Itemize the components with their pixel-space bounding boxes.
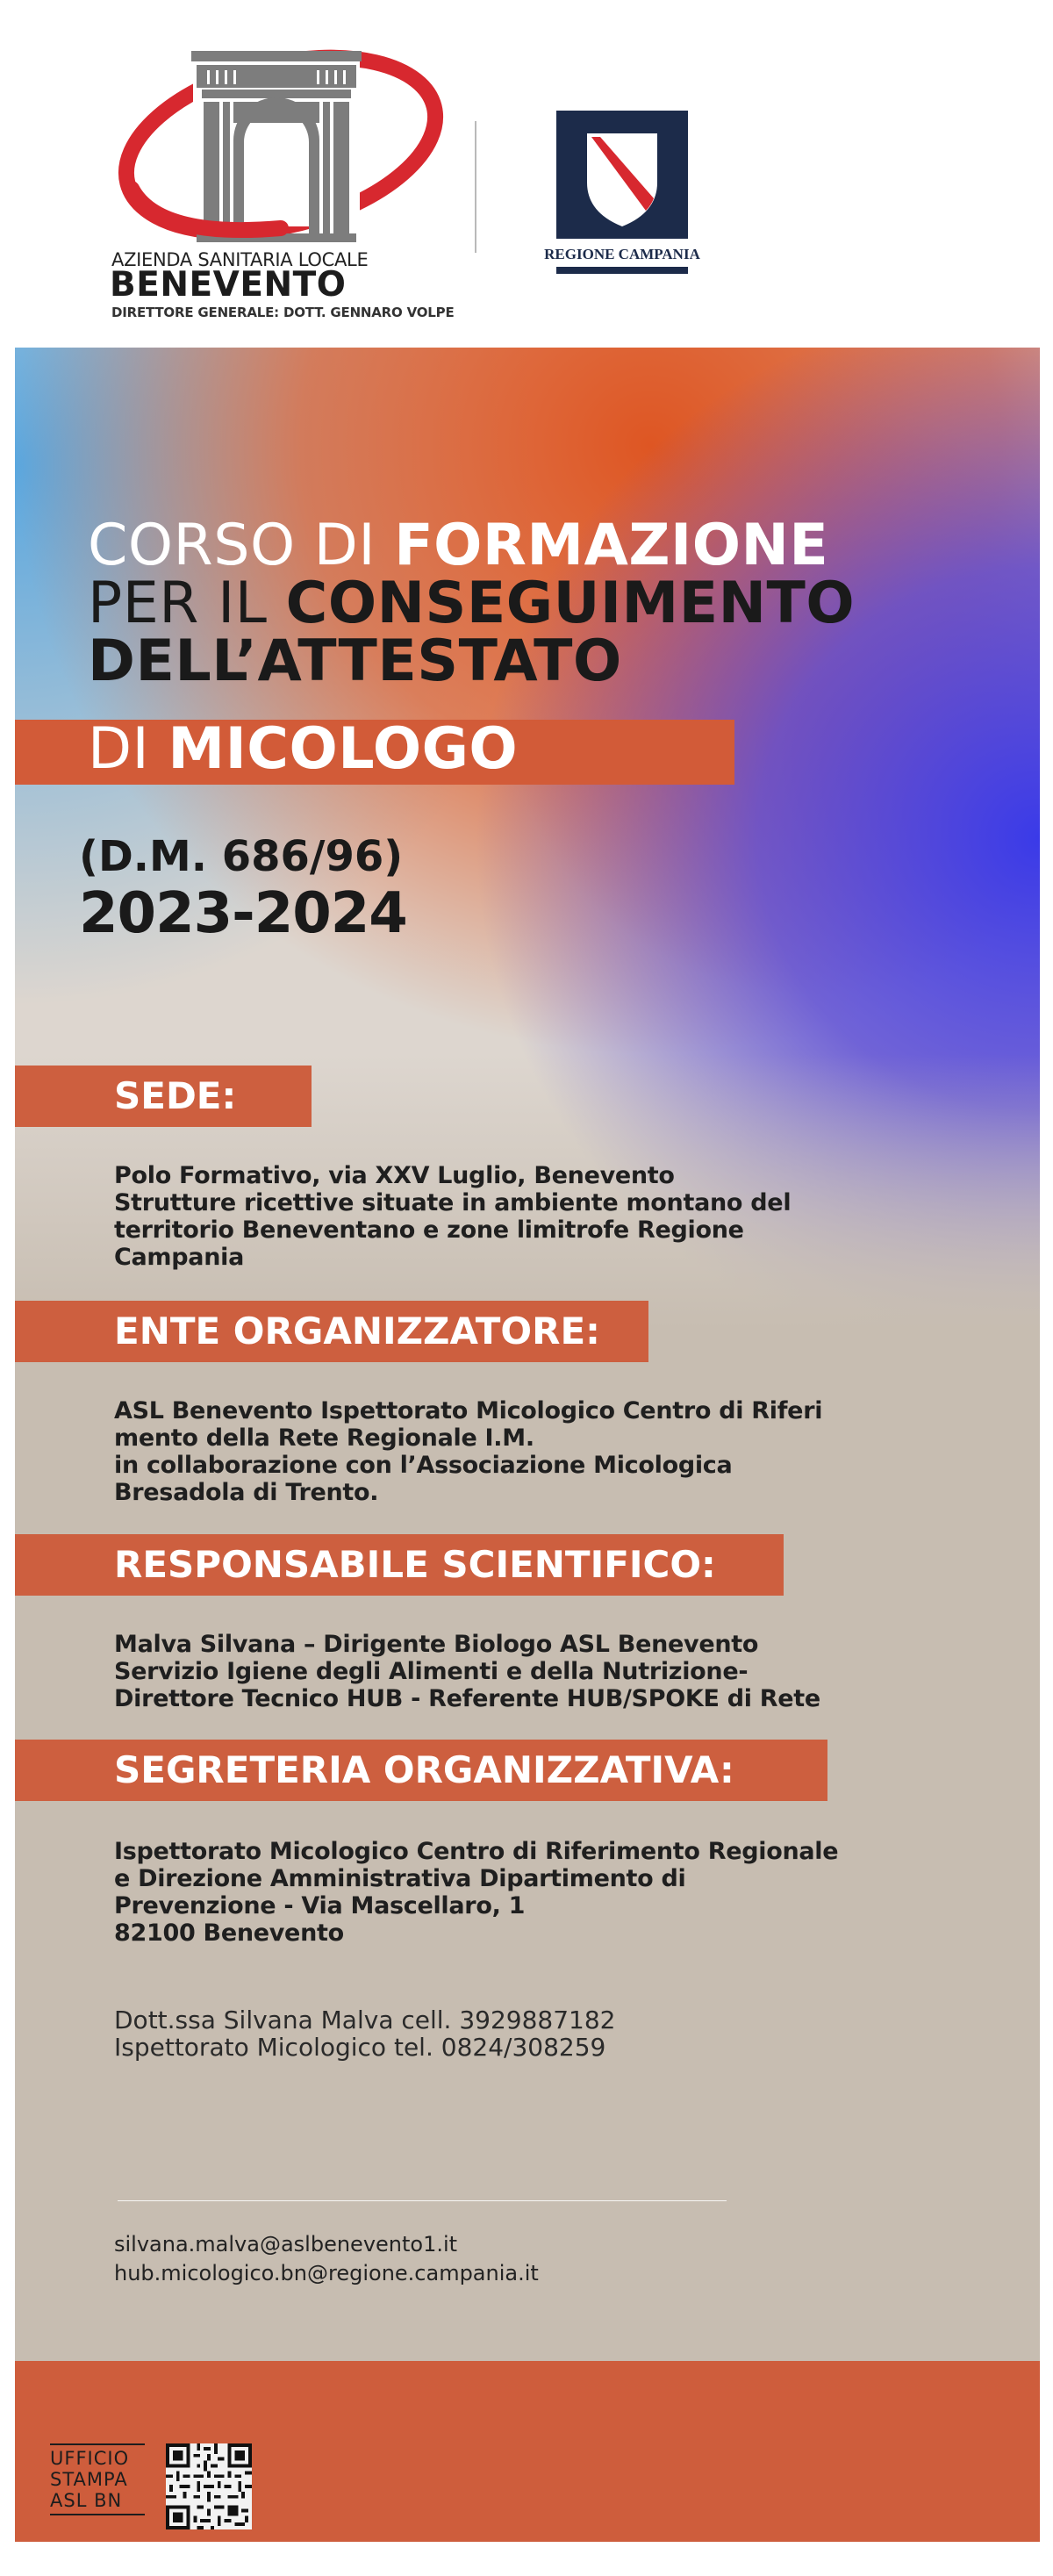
contact-phones: Dott.ssa Silvana Malva cell. 3929887182 Ispettorato Micologico tel. 0824/308259: [114, 2006, 616, 2062]
section-text-responsabile: Malva Silvana – Dirigente Biologo ASL Benevento Servizio Igiene degli Alimenti e della Nutrizione- Direttore Tecnico HUB - Referente HUB/SPOKE di Rete: [114, 1631, 820, 1712]
email-link[interactable]: hub.micologico.bn@regione.campania.it: [114, 2261, 539, 2285]
header-divider: [475, 121, 476, 253]
title-line-3: DELL’ATTESTATO: [88, 628, 622, 694]
section-text-sede: Polo Formativo, via XXV Luglio, Benevento Strutture ricettive situate in ambiente montano del territorio Beneventano e zone limitrofe Regione Campania: [114, 1162, 792, 1271]
section-title-segreteria: SEGRETERIA ORGANIZZATIVA:: [114, 1748, 734, 1791]
section-title-responsabile: RESPONSABILE SCIENTIFICO:: [114, 1543, 716, 1586]
qr-code-icon[interactable]: [166, 2443, 252, 2529]
title-line-2: PER IL CONSEGUIMENTO: [88, 570, 856, 636]
decree-reference: (D.M. 686/96): [79, 832, 404, 881]
section-text-segreteria: Ispettorato Micologico Centro di Riferimento Regionale e Direzione Amministrativa Dipartimento di Prevenzione - Via Mascellaro, 1 82100 Benevento: [114, 1838, 839, 1947]
divider-line: [118, 2200, 727, 2201]
poster: [15, 348, 1040, 2542]
course-years: 2023-2024: [79, 881, 407, 946]
ufficio-stampa-logo: UFFICIO STAMPA ASL BN: [50, 2443, 145, 2515]
asl-name-line: AZIENDA SANITARIA LOCALE: [111, 249, 369, 270]
region-label: REGIONE CAMPANIA: [544, 246, 700, 262]
header: [0, 0, 1053, 348]
title-line-4: DI MICOLOGO: [88, 716, 519, 782]
section-title-ente: ENTE ORGANIZZATORE:: [114, 1310, 600, 1353]
title-line-1: CORSO DI FORMAZIONE: [88, 513, 829, 578]
email-link[interactable]: silvana.malva@aslbenevento1.it: [114, 2232, 458, 2257]
asl-city-name: BENEVENTO: [110, 265, 347, 305]
email-list: [114, 2230, 539, 2288]
asl-benevento-logo-icon: [105, 35, 448, 246]
section-text-ente: ASL Benevento Ispettorato Micologico Centro di Riferi mento della Rete Regionale I.M. in collaborazione con l’Associazione Micologica Bresadola di Trento.: [114, 1397, 823, 1506]
regione-campania-logo-icon: [530, 111, 714, 277]
section-title-sede: SEDE:: [114, 1074, 237, 1117]
asl-director-line: DIRETTORE GENERALE: DOTT. GENNARO VOLPE: [111, 305, 455, 320]
poster-footer: [15, 2361, 1040, 2542]
